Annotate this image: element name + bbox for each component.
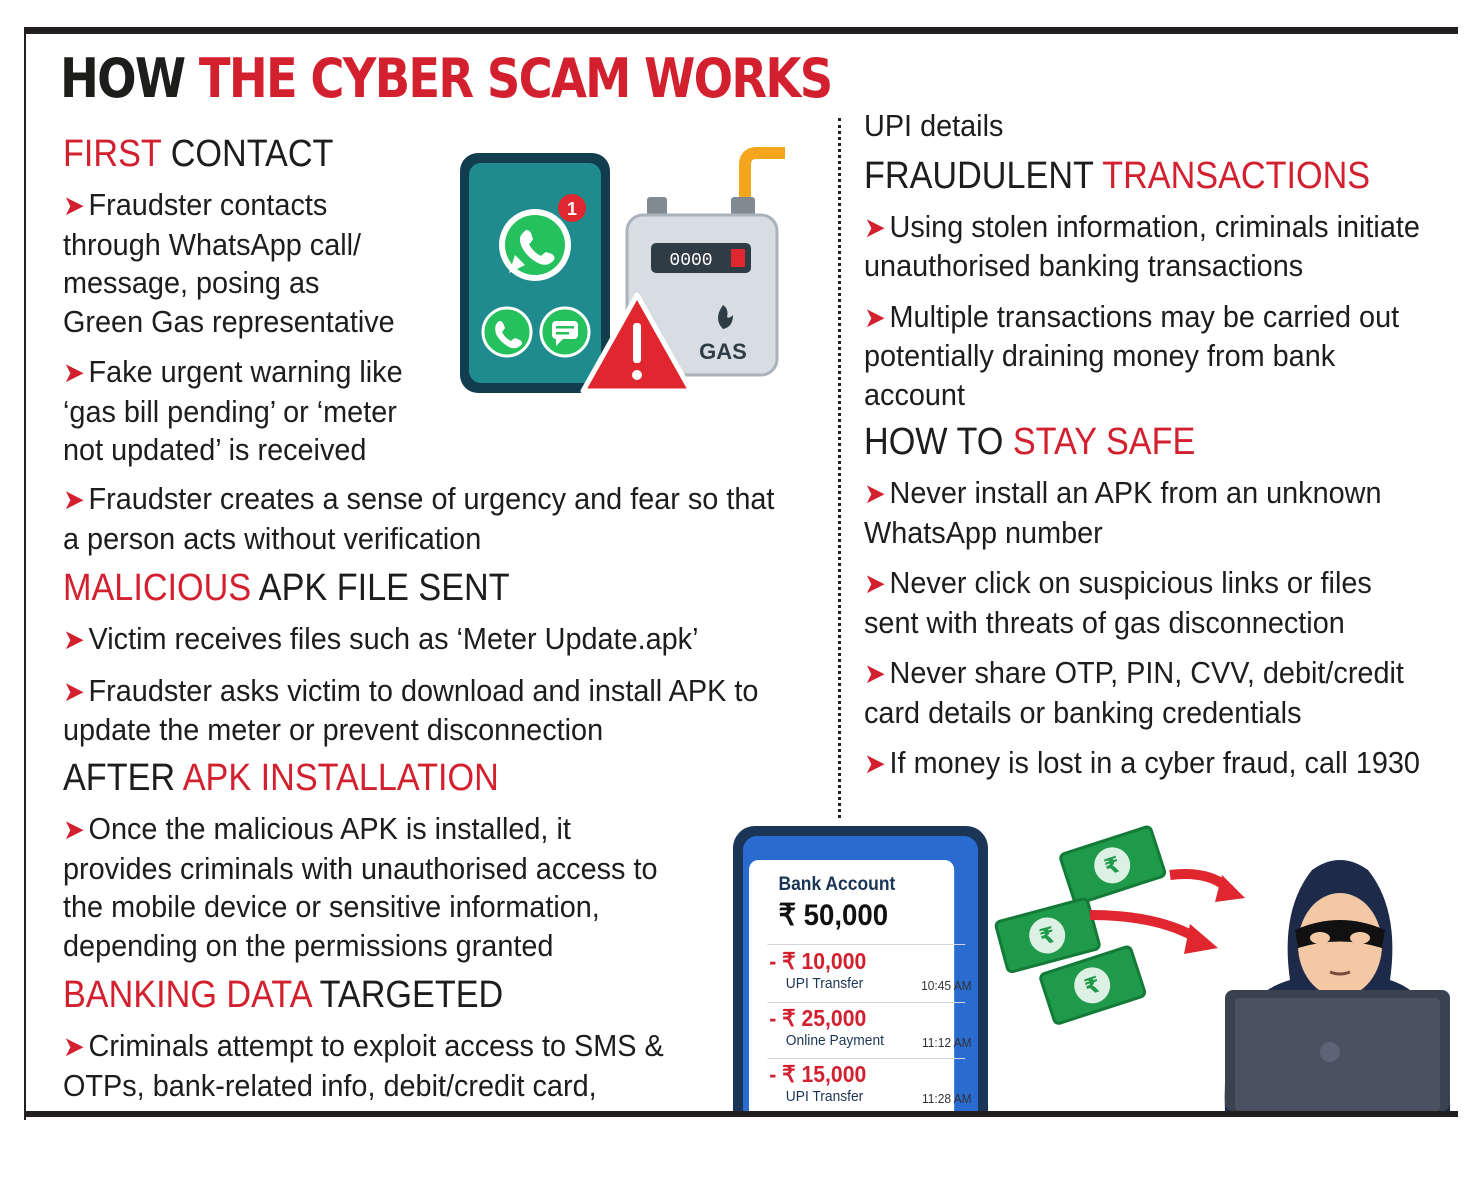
bullet-item: ➤ If money is lost in a cyber fraud, call 1930 xyxy=(864,745,1420,780)
bullet-item: ➤ Victim receives files such as ‘Meter Update.apk’ xyxy=(63,621,699,656)
bank-account-title: Bank Account xyxy=(778,874,896,895)
arrow-icon: ➤ xyxy=(63,624,85,655)
transaction-row: - ₹ 25,000 Online Payment 11:12 AM xyxy=(769,1005,972,1050)
transaction-row: - ₹ 10,000 UPI Transfer 10:45 AM xyxy=(769,948,972,993)
section-first-contact xyxy=(63,132,433,470)
svg-text:1: 1 xyxy=(566,199,578,219)
arrow-icon: ➤ xyxy=(864,748,886,779)
arrow-icon: ➤ xyxy=(63,190,85,221)
bullet-item: ➤ Fake urgent warning like ‘gas bill pending’ or ‘meter not updated’ is received xyxy=(63,354,403,467)
chat-icon xyxy=(541,308,589,356)
section-heading: MALICIOUS APK FILE SENT xyxy=(63,567,510,609)
arrow-icon: ➤ xyxy=(63,675,85,707)
arrow-icon: ➤ xyxy=(864,211,886,243)
bank-app-screen xyxy=(749,860,972,1111)
arrow-icon: ➤ xyxy=(63,484,85,515)
bank-phone xyxy=(733,826,988,1111)
svg-text:₹: ₹ xyxy=(1081,972,1104,1002)
arrow-icon: ➤ xyxy=(864,478,886,509)
whatsapp-icon xyxy=(499,209,571,281)
bullet-item: ➤ Never click on suspicious links or files sent with threats of gas disconnection xyxy=(864,565,1372,640)
title-part-1: HOW xyxy=(60,47,185,110)
money-note-icon xyxy=(1059,826,1165,905)
right-column xyxy=(864,107,1464,784)
bank-balance: ₹ 50,000 xyxy=(778,899,889,932)
bullet-item: ➤ Multiple transactions may be carried out potentially draining money from bank account xyxy=(864,298,1400,412)
phone-call-icon xyxy=(483,308,531,356)
top-rule xyxy=(24,27,1458,34)
left-rule xyxy=(24,27,26,1120)
svg-text:GAS: GAS xyxy=(699,339,747,364)
notification-badge xyxy=(558,194,586,222)
bullet-block xyxy=(63,480,853,558)
arrow-icon: ➤ xyxy=(63,814,85,845)
section-heading: HOW TO STAY SAFE xyxy=(864,421,1196,463)
arrow-icon: ➤ xyxy=(864,658,886,689)
bullet-item: ➤ Using stolen information, criminals initiate unauthorised banking transactions xyxy=(864,208,1420,283)
section-heading: FIRST CONTACT xyxy=(63,133,334,175)
section-heading: FRAUDULENT TRANSACTIONS xyxy=(864,154,1371,197)
bullet-item: ➤ Fraudster creates a sense of urgency and fear so that a person acts without verification xyxy=(63,481,775,556)
laptop-icon xyxy=(1225,990,1450,1111)
bullet-item: ➤ Once the malicious APK is installed, it provides criminals with unauthorised access to the mobile device or sensitive information, depending on the permissions granted xyxy=(63,811,658,963)
bullet-item: ➤ Never install an APK from an unknown WhatsApp number xyxy=(864,475,1382,550)
bullet-item: ➤ Never share OTP, PIN, CVV, debit/credit card details or banking credentials xyxy=(864,655,1404,730)
page-title xyxy=(60,47,832,110)
section-heading: BANKING DATA TARGETED xyxy=(63,974,504,1016)
bullet-item: ➤ Fraudster asks victim to download and install APK to update the meter or prevent disconnection xyxy=(63,672,759,747)
svg-text:₹: ₹ xyxy=(1101,852,1124,882)
bullet-item: ➤ Criminals attempt to exploit access to SMS & OTPs, bank-related info, debit/credit card, xyxy=(63,1028,664,1103)
bottom-rule xyxy=(24,1111,1458,1117)
bullet-item: ➤ Fraudster contacts through WhatsApp call/ message, posing as Green Gas representative xyxy=(63,187,395,339)
title-part-2: THE CYBER SCAM WORKS xyxy=(198,47,832,110)
svg-text:₹: ₹ xyxy=(1036,922,1059,951)
scam-phone-illustration xyxy=(455,145,800,400)
section-heading: AFTER APK INSTALLATION xyxy=(63,757,499,799)
section-banking-data xyxy=(63,973,723,1105)
section-after-install xyxy=(63,756,713,965)
arrow-icon: ➤ xyxy=(63,1031,85,1062)
continued-text: UPI details xyxy=(864,108,1004,143)
arrow-icon: ➤ xyxy=(864,301,886,333)
section-malicious-apk xyxy=(63,566,853,750)
svg-text:0000: 0000 xyxy=(669,251,713,271)
hacker-illustration xyxy=(990,820,1460,1111)
arrow-icon: ➤ xyxy=(63,357,85,388)
arrow-icon: ➤ xyxy=(864,568,886,599)
transaction-row: - ₹ 15,000 UPI Transfer 11:28 AM xyxy=(769,1061,972,1106)
